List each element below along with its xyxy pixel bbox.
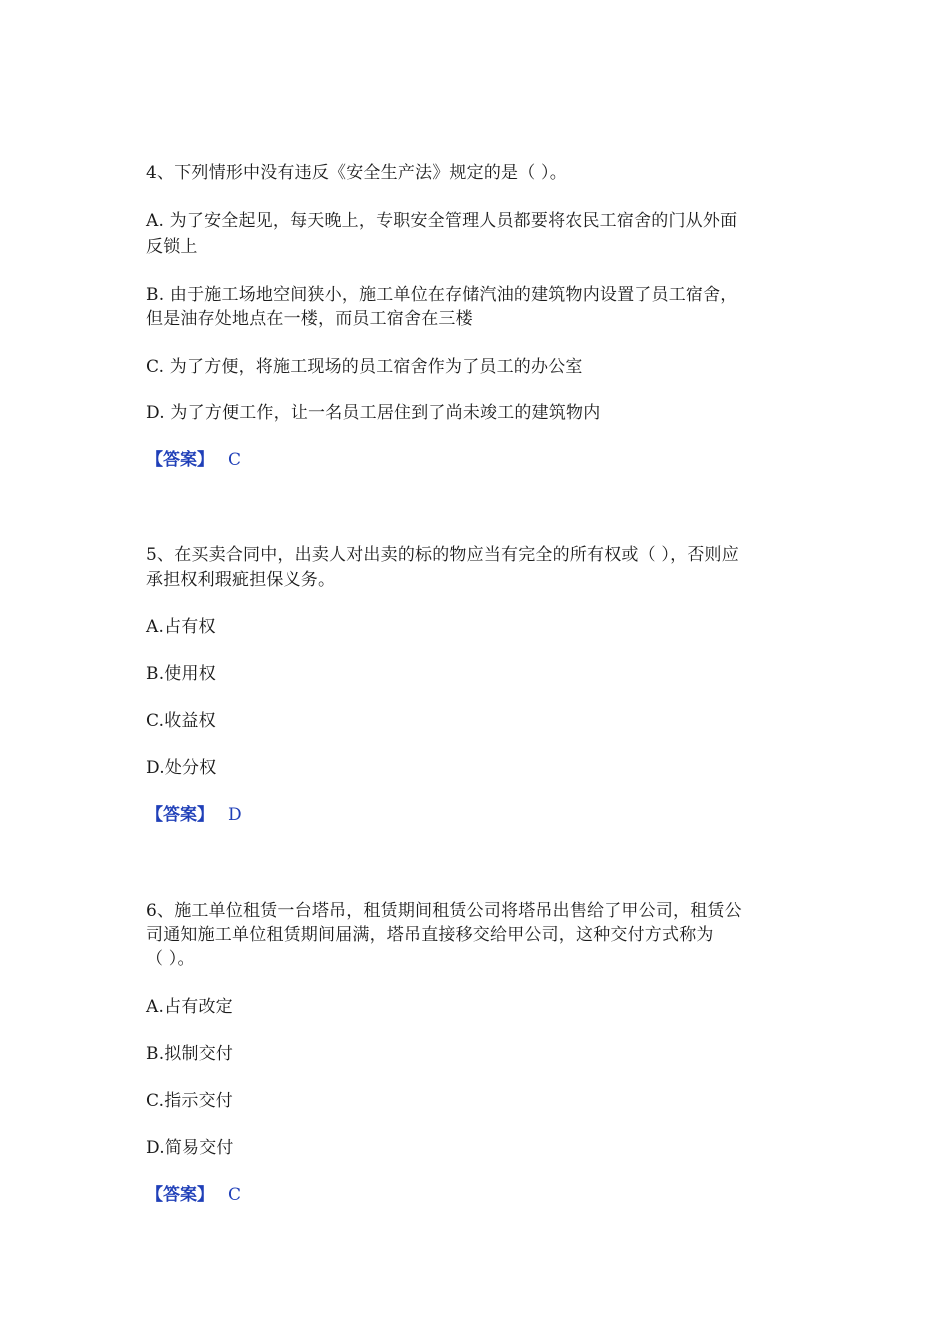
answer-row	[146, 802, 242, 828]
option-b-line: 但是油存处地点在一楼，而员工宿舍在三楼	[146, 309, 473, 329]
question-stem-line: 4、下列情形中没有违反《安全生产法》规定的是（ ）。	[146, 163, 567, 183]
option-c-line: C.指示交付	[146, 1091, 234, 1111]
option-d-line: D. 为了方便工作，让一名员工居住到了尚未竣工的建筑物内	[146, 403, 601, 423]
question-stem-line: 5、在买卖合同中，出卖人对出卖的标的物应当有完全的所有权或（ ），否则应	[146, 545, 739, 565]
answer-value: C	[228, 450, 242, 470]
option-a-line: A.占有改定	[146, 997, 233, 1017]
question-stem-line: 司通知施工单位租赁期间届满，塔吊直接移交给甲公司，这种交付方式称为	[146, 925, 714, 945]
option-a-line: A. 为了安全起见，每天晚上，专职安全管理人员都要将农民工宿舍的门从外面	[146, 211, 738, 231]
answer-tag: 【答案】	[146, 1185, 214, 1205]
option-c-line: C. 为了方便，将施工现场的员工宿舍作为了员工的办公室	[146, 357, 583, 377]
question-stem-line: 承担权利瑕疵担保义务。	[146, 570, 336, 590]
answer-tag: 【答案】	[146, 450, 214, 470]
answer-value: C	[228, 1185, 242, 1205]
question-stem-line: （ ）。	[146, 949, 195, 969]
option-c-line: C.收益权	[146, 711, 216, 731]
option-b-line: B. 由于施工场地空间狭小，施工单位在存储汽油的建筑物内设置了员工宿舍，	[146, 285, 738, 305]
answer-row	[146, 447, 241, 473]
option-a-line: 反锁上	[146, 237, 198, 257]
option-b-line: B.拟制交付	[146, 1044, 234, 1064]
answer-tag: 【答案】	[146, 805, 214, 825]
option-d-line: D.处分权	[146, 758, 217, 778]
option-b-line: B.使用权	[146, 664, 216, 684]
option-a-line: A.占有权	[146, 617, 216, 637]
answer-value: D	[228, 805, 242, 825]
option-d-line: D.简易交付	[146, 1138, 234, 1158]
answer-row	[146, 1182, 241, 1208]
question-stem-line: 6、施工单位租赁一台塔吊，租赁期间租赁公司将塔吊出售给了甲公司，租赁公	[146, 901, 742, 921]
